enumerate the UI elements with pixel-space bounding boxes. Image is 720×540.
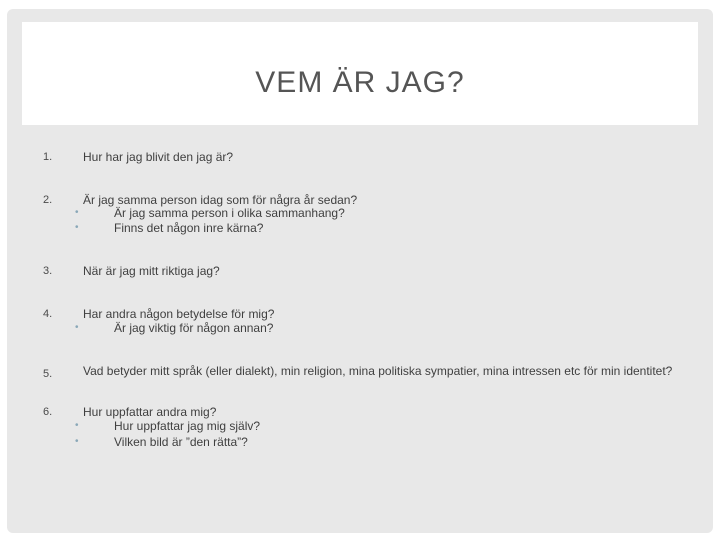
slide-title: VEM ÄR JAG? xyxy=(255,66,465,99)
item-number: 5. xyxy=(43,368,53,380)
item-number: 2. xyxy=(43,194,53,206)
item-question: Är jag samma person idag som för några år sedan? xyxy=(83,193,358,207)
item-question: Hur har jag blivit den jag är? xyxy=(83,150,234,164)
sub-item-text: Hur uppfattar jag mig själv? xyxy=(114,419,261,433)
bullet-icon: • xyxy=(75,222,79,233)
sub-item-text: Vilken bild är ”den rätta”? xyxy=(114,435,248,449)
bullet-icon: • xyxy=(75,322,79,333)
item-number: 1. xyxy=(43,151,53,163)
sub-item-text: Är jag samma person i olika sammanhang? xyxy=(114,206,345,220)
question-list xyxy=(7,9,713,533)
bullet-icon: • xyxy=(75,436,79,447)
item-question: Har andra någon betydelse för mig? xyxy=(83,307,275,321)
slide xyxy=(7,9,713,533)
sub-item-text: Finns det någon inre kärna? xyxy=(114,221,264,235)
item-question: Vad betyder mitt språk (eller dialekt), min religion, mina politiska sympatier, mina intressen etc för min identitet? xyxy=(83,364,673,378)
bullet-icon: • xyxy=(75,207,79,218)
item-question: Hur uppfattar andra mig? xyxy=(83,405,217,419)
item-number: 3. xyxy=(43,265,53,277)
item-number: 4. xyxy=(43,308,53,320)
item-question: När är jag mitt riktiga jag? xyxy=(83,264,220,278)
item-number: 6. xyxy=(43,406,53,418)
sub-item-text: Är jag viktig för någon annan? xyxy=(114,321,274,335)
bullet-icon: • xyxy=(75,420,79,431)
